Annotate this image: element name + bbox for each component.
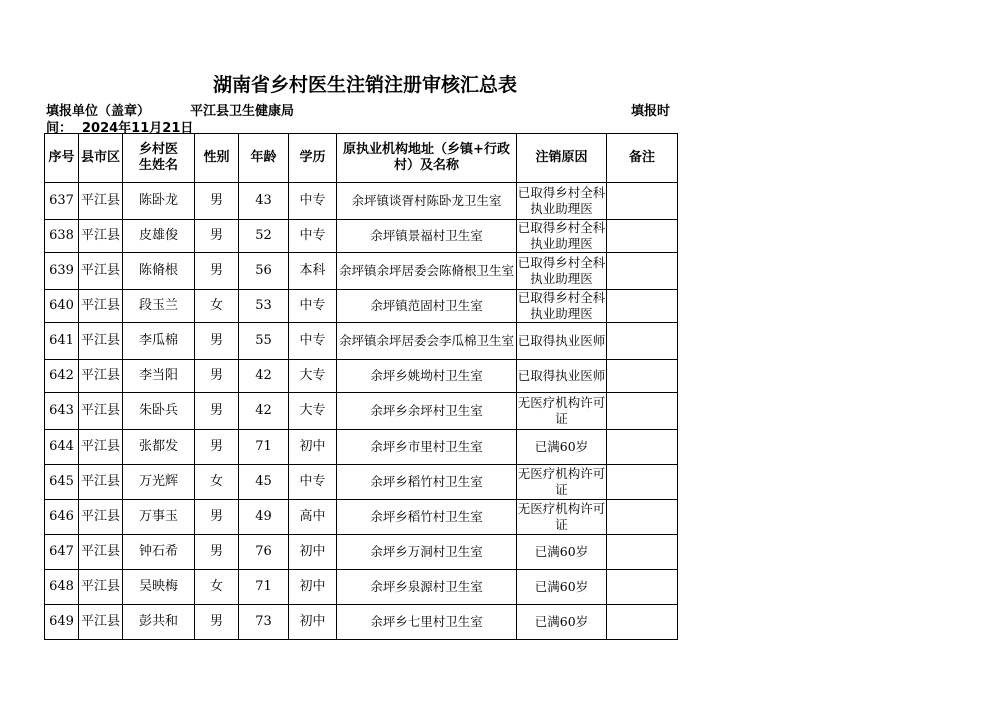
education-cell: 本科 — [289, 253, 337, 290]
institution-cell: 余坪乡稻竹村卫生室 — [337, 465, 517, 500]
reason-cell: 已满60岁 — [517, 430, 607, 465]
education-cell: 中专 — [289, 323, 337, 360]
row-number: 645 — [45, 465, 79, 500]
row-number: 647 — [45, 535, 79, 570]
county-cell: 平江县 — [79, 500, 123, 535]
note-cell — [607, 220, 678, 253]
table-row — [45, 535, 678, 570]
age-cell: 52 — [239, 220, 289, 253]
reason-cell: 无医疗机构许可证 — [517, 393, 607, 430]
table-row — [45, 220, 678, 253]
header-cell: 年龄 — [239, 134, 289, 183]
gender-cell: 男 — [195, 360, 239, 393]
age-cell: 45 — [239, 465, 289, 500]
reason-cell: 已满60岁 — [517, 605, 607, 640]
doctor-name: 彭共和 — [123, 605, 195, 640]
institution-cell: 余坪乡姚坳村卫生室 — [337, 360, 517, 393]
doctor-name: 万事玉 — [123, 500, 195, 535]
table-row — [45, 465, 678, 500]
unit-label: 填报单位（盖章） — [46, 104, 151, 119]
table-row — [45, 500, 678, 535]
doctor-name: 朱卧兵 — [123, 393, 195, 430]
age-cell: 53 — [239, 290, 289, 323]
age-cell: 76 — [239, 535, 289, 570]
row-number: 637 — [45, 183, 79, 220]
doctor-name: 万光辉 — [123, 465, 195, 500]
county-cell: 平江县 — [79, 393, 123, 430]
education-cell: 大专 — [289, 393, 337, 430]
county-cell: 平江县 — [79, 220, 123, 253]
note-cell — [607, 290, 678, 323]
row-number: 638 — [45, 220, 79, 253]
header-cell: 注销原因 — [517, 134, 607, 183]
institution-cell: 余坪乡余坪村卫生室 — [337, 393, 517, 430]
education-cell: 中专 — [289, 465, 337, 500]
institution-cell: 余坪镇谈胥村陈卧龙卫生室 — [337, 183, 517, 220]
gender-cell: 男 — [195, 253, 239, 290]
row-number: 649 — [45, 605, 79, 640]
table-row — [45, 253, 678, 290]
reason-cell: 已取得乡村全科执业助理医 — [517, 220, 606, 251]
gender-cell: 男 — [195, 183, 239, 220]
education-cell: 中专 — [289, 183, 337, 220]
doctor-name: 段玉兰 — [123, 290, 195, 323]
table-row — [45, 323, 678, 360]
doctor-name: 张都发 — [123, 430, 195, 465]
county-cell: 平江县 — [79, 183, 123, 220]
reason-cell: 无医疗机构许可证 — [517, 465, 607, 500]
county-cell: 平江县 — [79, 290, 123, 323]
header-cell: 乡村医生姓名 — [123, 134, 195, 183]
institution-cell: 余坪镇范固村卫生室 — [337, 290, 517, 323]
row-number: 641 — [45, 323, 79, 360]
note-cell — [607, 323, 678, 360]
gender-cell: 男 — [195, 393, 239, 430]
gender-cell: 女 — [195, 570, 239, 605]
institution-cell: 余坪乡稻竹村卫生室 — [337, 500, 517, 535]
header-cell: 备注 — [607, 134, 678, 183]
doctor-name: 皮雄俊 — [123, 220, 195, 253]
age-cell: 73 — [239, 605, 289, 640]
age-cell: 42 — [239, 360, 289, 393]
county-cell: 平江县 — [79, 570, 123, 605]
doctor-name: 吴映梅 — [123, 570, 195, 605]
doctor-name: 陈卧龙 — [123, 183, 195, 220]
age-cell: 43 — [239, 183, 289, 220]
reason-cell: 已取得乡村全科执业助理医 — [517, 183, 607, 220]
row-number: 639 — [45, 253, 79, 290]
date-value: 2024年11月21日 — [82, 121, 194, 136]
gender-cell: 男 — [195, 605, 239, 640]
summary-table — [44, 133, 678, 640]
header-cell: 县市区 — [79, 134, 123, 183]
row-number: 648 — [45, 570, 79, 605]
header-cell: 学历 — [289, 134, 337, 183]
gender-cell: 男 — [195, 323, 239, 360]
age-cell: 55 — [239, 323, 289, 360]
institution-cell: 余坪乡市里村卫生室 — [337, 430, 517, 465]
county-cell: 平江县 — [79, 360, 123, 393]
reason-cell: 已取得执业医师 — [517, 323, 607, 360]
table-row — [45, 605, 678, 640]
age-cell: 56 — [239, 253, 289, 290]
row-number: 644 — [45, 430, 79, 465]
gender-cell: 男 — [195, 220, 239, 253]
header-cell: 序号 — [45, 134, 79, 183]
note-cell — [607, 430, 678, 465]
note-cell — [607, 570, 678, 605]
date-label-part1: 填报时 — [631, 104, 671, 119]
row-number: 642 — [45, 360, 79, 393]
doctor-name: 李当阳 — [123, 360, 195, 393]
note-cell — [607, 360, 678, 393]
age-cell: 42 — [239, 393, 289, 430]
education-cell: 高中 — [289, 500, 337, 535]
note-cell — [607, 393, 678, 430]
doctor-name: 陈脩根 — [123, 253, 195, 290]
table-row — [45, 430, 678, 465]
county-cell: 平江县 — [79, 323, 123, 360]
institution-cell: 余坪镇余坪居委会陈脩根卫生室 — [337, 253, 517, 290]
note-cell — [607, 535, 678, 570]
education-cell: 中专 — [289, 290, 337, 323]
table-row — [45, 183, 678, 220]
unit-name: 平江县卫生健康局 — [190, 104, 295, 119]
age-cell: 71 — [239, 430, 289, 465]
age-cell: 49 — [239, 500, 289, 535]
page-title: 湖南省乡村医生注销注册审核汇总表 — [212, 74, 517, 96]
reason-cell: 已满60岁 — [517, 535, 607, 570]
note-cell — [607, 465, 678, 500]
gender-cell: 女 — [195, 465, 239, 500]
note-cell — [607, 605, 678, 640]
reason-cell: 已取得乡村全科执业助理医 — [517, 253, 607, 290]
note-cell — [607, 253, 678, 290]
date-label-part2: 间： — [46, 121, 73, 136]
note-cell — [607, 183, 678, 220]
institution-cell: 余坪镇余坪居委会李瓜棉卫生室 — [337, 323, 517, 360]
row-number: 646 — [45, 500, 79, 535]
table-row — [45, 290, 678, 323]
institution-cell: 余坪乡万洞村卫生室 — [337, 535, 517, 570]
header-cell: 性别 — [195, 134, 239, 183]
education-cell: 中专 — [289, 220, 337, 253]
doctor-name: 李瓜棉 — [123, 323, 195, 360]
reason-cell: 已取得执业医师 — [517, 360, 607, 393]
table-header-row — [45, 134, 678, 183]
header-cell: 原执业机构地址（乡镇+行政村）及名称 — [337, 134, 517, 183]
gender-cell: 男 — [195, 430, 239, 465]
county-cell: 平江县 — [79, 430, 123, 465]
education-cell: 大专 — [289, 360, 337, 393]
education-cell: 初中 — [289, 430, 337, 465]
reason-cell: 无医疗机构许可证 — [517, 500, 607, 535]
education-cell: 初中 — [289, 570, 337, 605]
row-number: 643 — [45, 393, 79, 430]
institution-cell: 余坪乡七里村卫生室 — [337, 605, 517, 640]
note-cell — [607, 500, 678, 535]
table-row — [45, 570, 678, 605]
row-number: 640 — [45, 290, 79, 323]
reason-cell: 已取得乡村全科执业助理医 — [517, 290, 606, 321]
county-cell: 平江县 — [79, 605, 123, 640]
table-row — [45, 393, 678, 430]
reason-cell: 已满60岁 — [517, 570, 607, 605]
county-cell: 平江县 — [79, 535, 123, 570]
institution-cell: 余坪镇景福村卫生室 — [337, 220, 517, 253]
age-cell: 71 — [239, 570, 289, 605]
county-cell: 平江县 — [79, 465, 123, 500]
institution-cell: 余坪乡泉源村卫生室 — [337, 570, 517, 605]
gender-cell: 女 — [195, 290, 239, 323]
education-cell: 初中 — [289, 605, 337, 640]
gender-cell: 男 — [195, 500, 239, 535]
doctor-name: 钟石希 — [123, 535, 195, 570]
education-cell: 初中 — [289, 535, 337, 570]
table-row — [45, 360, 678, 393]
county-cell: 平江县 — [79, 253, 123, 290]
gender-cell: 男 — [195, 535, 239, 570]
